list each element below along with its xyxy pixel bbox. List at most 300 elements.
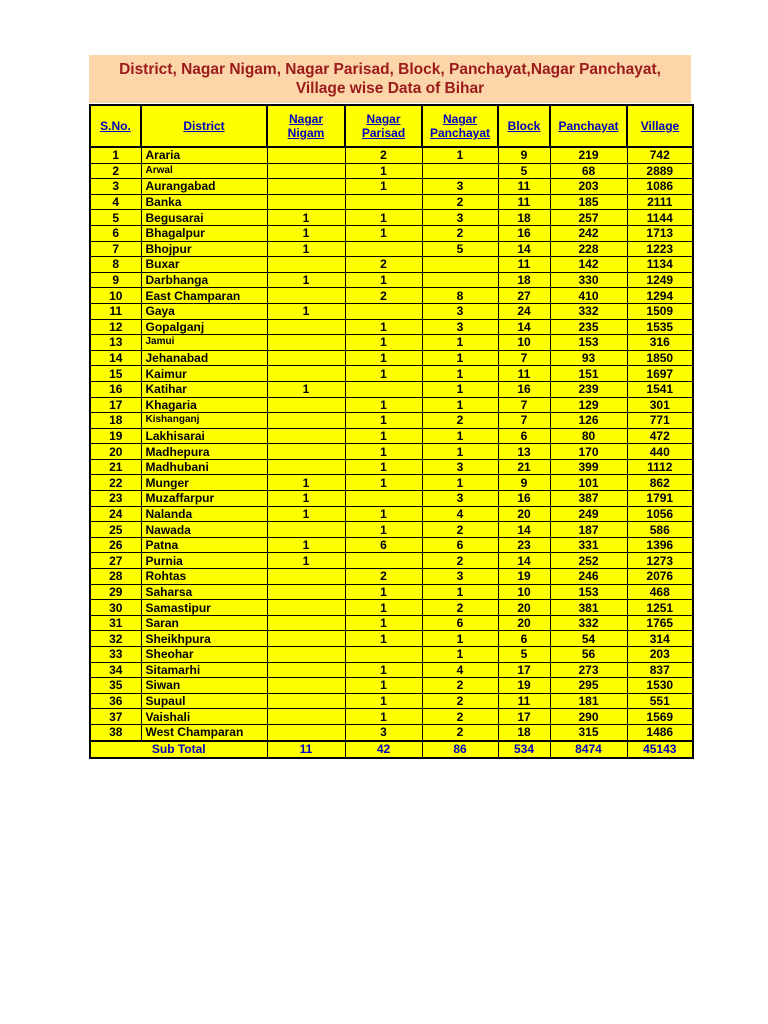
cell-nagar-nigam <box>267 662 345 678</box>
header-nagar-parisad <box>345 105 422 147</box>
cell-nagar-parisad <box>345 194 422 210</box>
cell-district: Saharsa <box>141 584 267 600</box>
cell-sno: 27 <box>90 553 141 569</box>
cell-block: 11 <box>498 194 550 210</box>
cell-nagar-parisad <box>345 553 422 569</box>
table-row <box>90 319 693 335</box>
cell-nagar-panchayat: 2 <box>422 553 498 569</box>
cell-sno: 17 <box>90 397 141 413</box>
cell-block: 7 <box>498 397 550 413</box>
cell-panchayat: 151 <box>550 366 627 382</box>
cell-sno: 34 <box>90 662 141 678</box>
cell-sno: 25 <box>90 522 141 538</box>
cell-nagar-panchayat: 4 <box>422 662 498 678</box>
cell-panchayat: 315 <box>550 724 627 740</box>
cell-block: 11 <box>498 257 550 273</box>
cell-block: 16 <box>498 491 550 507</box>
cell-panchayat: 295 <box>550 678 627 694</box>
table-row <box>90 647 693 663</box>
cell-nagar-panchayat: 3 <box>422 210 498 226</box>
cell-panchayat: 93 <box>550 350 627 366</box>
cell-sno: 14 <box>90 350 141 366</box>
cell-sno: 38 <box>90 724 141 740</box>
table-row <box>90 366 693 382</box>
table-row <box>90 537 693 553</box>
cell-panchayat: 54 <box>550 631 627 647</box>
cell-sno: 18 <box>90 413 141 429</box>
cell-block: 17 <box>498 662 550 678</box>
cell-panchayat: 153 <box>550 584 627 600</box>
cell-panchayat: 235 <box>550 319 627 335</box>
cell-block: 18 <box>498 724 550 740</box>
cell-block: 21 <box>498 459 550 475</box>
table-row <box>90 381 693 397</box>
cell-panchayat: 187 <box>550 522 627 538</box>
cell-block: 19 <box>498 569 550 585</box>
cell-village: 1765 <box>627 615 693 631</box>
cell-sno: 1 <box>90 147 141 163</box>
subtotal-label: Sub Total <box>90 741 267 758</box>
cell-block: 19 <box>498 678 550 694</box>
table-row <box>90 303 693 319</box>
table-row <box>90 179 693 195</box>
cell-nagar-parisad: 1 <box>345 709 422 725</box>
cell-panchayat: 181 <box>550 693 627 709</box>
cell-panchayat: 228 <box>550 241 627 257</box>
table-row <box>90 194 693 210</box>
cell-nagar-panchayat: 2 <box>422 724 498 740</box>
cell-nagar-parisad: 1 <box>345 522 422 538</box>
cell-block: 23 <box>498 537 550 553</box>
cell-sno: 8 <box>90 257 141 273</box>
cell-nagar-parisad: 1 <box>345 413 422 429</box>
cell-nagar-parisad: 1 <box>345 584 422 600</box>
table-row <box>90 693 693 709</box>
cell-sno: 19 <box>90 428 141 444</box>
cell-panchayat: 126 <box>550 413 627 429</box>
table-row <box>90 335 693 351</box>
cell-district: Buxar <box>141 257 267 273</box>
cell-panchayat: 129 <box>550 397 627 413</box>
cell-sno: 7 <box>90 241 141 257</box>
header-nagar-panchayat-line1: Nagar <box>442 112 477 126</box>
cell-village: 468 <box>627 584 693 600</box>
cell-nagar-panchayat <box>422 272 498 288</box>
table-row <box>90 428 693 444</box>
cell-block: 7 <box>498 413 550 429</box>
cell-village: 2076 <box>627 569 693 585</box>
cell-nagar-nigam <box>267 350 345 366</box>
table-row <box>90 631 693 647</box>
cell-panchayat: 242 <box>550 225 627 241</box>
cell-village: 1134 <box>627 257 693 273</box>
subtotal-nagar-parisad: 42 <box>345 741 422 758</box>
table-row <box>90 491 693 507</box>
cell-nagar-parisad: 1 <box>345 506 422 522</box>
cell-nagar-panchayat: 1 <box>422 366 498 382</box>
cell-village: 837 <box>627 662 693 678</box>
cell-panchayat: 387 <box>550 491 627 507</box>
cell-village: 1223 <box>627 241 693 257</box>
header-nagar-panchayat-line2: Panchayat <box>429 126 491 140</box>
cell-district: Aurangabad <box>141 179 267 195</box>
cell-nagar-panchayat: 1 <box>422 444 498 460</box>
cell-sno: 31 <box>90 615 141 631</box>
cell-nagar-parisad: 1 <box>345 319 422 335</box>
table-row <box>90 553 693 569</box>
cell-village: 1486 <box>627 724 693 740</box>
cell-nagar-panchayat <box>422 163 498 179</box>
cell-block: 10 <box>498 584 550 600</box>
cell-block: 27 <box>498 288 550 304</box>
cell-district: Jehanabad <box>141 350 267 366</box>
cell-district: Madhepura <box>141 444 267 460</box>
cell-district: Araria <box>141 147 267 163</box>
cell-nagar-panchayat: 1 <box>422 428 498 444</box>
cell-village: 1273 <box>627 553 693 569</box>
cell-block: 11 <box>498 179 550 195</box>
header-district: District <box>141 105 267 147</box>
cell-village: 742 <box>627 147 693 163</box>
header-nagar-parisad-line1: Nagar <box>366 112 401 126</box>
cell-sno: 13 <box>90 335 141 351</box>
cell-block: 11 <box>498 693 550 709</box>
cell-district: Kaimur <box>141 366 267 382</box>
cell-panchayat: 239 <box>550 381 627 397</box>
cell-district: Munger <box>141 475 267 491</box>
cell-nagar-nigam: 1 <box>267 475 345 491</box>
cell-nagar-nigam <box>267 194 345 210</box>
cell-nagar-parisad: 1 <box>345 444 422 460</box>
cell-nagar-parisad: 2 <box>345 288 422 304</box>
cell-sno: 29 <box>90 584 141 600</box>
cell-panchayat: 142 <box>550 257 627 273</box>
cell-nagar-parisad: 2 <box>345 569 422 585</box>
cell-sno: 30 <box>90 600 141 616</box>
cell-panchayat: 170 <box>550 444 627 460</box>
cell-district: Siwan <box>141 678 267 694</box>
cell-sno: 4 <box>90 194 141 210</box>
cell-village: 2111 <box>627 194 693 210</box>
cell-panchayat: 331 <box>550 537 627 553</box>
cell-sno: 24 <box>90 506 141 522</box>
cell-village: 1713 <box>627 225 693 241</box>
title-line-2: Village wise Data of Bihar <box>295 80 485 97</box>
cell-block: 13 <box>498 444 550 460</box>
table-row <box>90 241 693 257</box>
cell-panchayat: 332 <box>550 303 627 319</box>
cell-nagar-panchayat: 2 <box>422 194 498 210</box>
cell-nagar-parisad: 1 <box>345 475 422 491</box>
header-block: Block <box>498 105 550 147</box>
cell-block: 14 <box>498 319 550 335</box>
cell-district: Sheohar <box>141 647 267 663</box>
cell-panchayat: 257 <box>550 210 627 226</box>
cell-nagar-parisad <box>345 241 422 257</box>
title-line-1: District, Nagar Nigam, Nagar Parisad, Block, Panchayat,Nagar Panchayat, <box>119 61 661 78</box>
cell-district: Samastipur <box>141 600 267 616</box>
cell-sno: 10 <box>90 288 141 304</box>
cell-nagar-parisad: 2 <box>345 257 422 273</box>
cell-nagar-panchayat: 1 <box>422 381 498 397</box>
cell-block: 14 <box>498 553 550 569</box>
cell-nagar-nigam <box>267 693 345 709</box>
cell-village: 551 <box>627 693 693 709</box>
cell-nagar-nigam <box>267 584 345 600</box>
cell-block: 7 <box>498 350 550 366</box>
cell-panchayat: 56 <box>550 647 627 663</box>
cell-district: Kishanganj <box>141 413 267 429</box>
cell-district: Patna <box>141 537 267 553</box>
table-row <box>90 569 693 585</box>
cell-panchayat: 101 <box>550 475 627 491</box>
table-row <box>90 506 693 522</box>
cell-nagar-parisad: 1 <box>345 350 422 366</box>
cell-nagar-parisad: 3 <box>345 724 422 740</box>
cell-village: 771 <box>627 413 693 429</box>
cell-panchayat: 273 <box>550 662 627 678</box>
cell-nagar-parisad: 1 <box>345 225 422 241</box>
table-row <box>90 724 693 740</box>
cell-nagar-nigam: 1 <box>267 553 345 569</box>
cell-panchayat: 399 <box>550 459 627 475</box>
table-row <box>90 288 693 304</box>
cell-district: Sheikhpura <box>141 631 267 647</box>
cell-block: 16 <box>498 381 550 397</box>
cell-district: Purnia <box>141 553 267 569</box>
table-row <box>90 350 693 366</box>
cell-nagar-parisad: 1 <box>345 163 422 179</box>
cell-sno: 2 <box>90 163 141 179</box>
title-banner <box>89 55 691 103</box>
cell-district: Bhojpur <box>141 241 267 257</box>
cell-nagar-nigam <box>267 428 345 444</box>
table-row <box>90 210 693 226</box>
cell-sno: 35 <box>90 678 141 694</box>
cell-village: 203 <box>627 647 693 663</box>
cell-nagar-nigam: 1 <box>267 537 345 553</box>
table-row <box>90 397 693 413</box>
cell-nagar-panchayat: 2 <box>422 522 498 538</box>
cell-nagar-nigam <box>267 631 345 647</box>
cell-block: 17 <box>498 709 550 725</box>
cell-nagar-parisad: 1 <box>345 693 422 709</box>
cell-village: 301 <box>627 397 693 413</box>
cell-nagar-panchayat: 1 <box>422 647 498 663</box>
cell-district: Saran <box>141 615 267 631</box>
cell-nagar-parisad <box>345 381 422 397</box>
header-panchayat: Panchayat <box>550 105 627 147</box>
cell-panchayat: 68 <box>550 163 627 179</box>
cell-district: Rohtas <box>141 569 267 585</box>
table-body <box>90 147 693 758</box>
cell-district: Katihar <box>141 381 267 397</box>
table-row <box>90 272 693 288</box>
cell-village: 1569 <box>627 709 693 725</box>
cell-village: 1144 <box>627 210 693 226</box>
table-row <box>90 584 693 600</box>
cell-nagar-nigam <box>267 319 345 335</box>
cell-village: 1697 <box>627 366 693 382</box>
cell-nagar-panchayat: 1 <box>422 631 498 647</box>
cell-nagar-nigam: 1 <box>267 225 345 241</box>
cell-nagar-panchayat: 2 <box>422 225 498 241</box>
table-row <box>90 522 693 538</box>
cell-panchayat: 410 <box>550 288 627 304</box>
cell-nagar-nigam <box>267 335 345 351</box>
cell-district: Begusarai <box>141 210 267 226</box>
cell-nagar-panchayat: 1 <box>422 350 498 366</box>
cell-nagar-panchayat: 2 <box>422 600 498 616</box>
cell-village: 1086 <box>627 179 693 195</box>
cell-sno: 12 <box>90 319 141 335</box>
cell-block: 20 <box>498 506 550 522</box>
cell-block: 24 <box>498 303 550 319</box>
header-nagar-nigam-line1: Nagar <box>288 112 323 126</box>
cell-block: 6 <box>498 631 550 647</box>
cell-village: 1056 <box>627 506 693 522</box>
table-row <box>90 678 693 694</box>
cell-village: 862 <box>627 475 693 491</box>
header-nagar-nigam <box>267 105 345 147</box>
cell-nagar-panchayat: 3 <box>422 491 498 507</box>
cell-nagar-parisad: 1 <box>345 335 422 351</box>
cell-nagar-panchayat: 4 <box>422 506 498 522</box>
cell-district: West Champaran <box>141 724 267 740</box>
header-nagar-parisad-line2: Parisad <box>361 126 406 140</box>
table-row <box>90 444 693 460</box>
table-row <box>90 163 693 179</box>
cell-village: 316 <box>627 335 693 351</box>
cell-block: 16 <box>498 225 550 241</box>
cell-sno: 3 <box>90 179 141 195</box>
cell-village: 314 <box>627 631 693 647</box>
cell-sno: 9 <box>90 272 141 288</box>
cell-village: 2889 <box>627 163 693 179</box>
subtotal-panchayat: 8474 <box>550 741 627 758</box>
cell-district: Muzaffarpur <box>141 491 267 507</box>
cell-nagar-nigam <box>267 397 345 413</box>
cell-nagar-nigam <box>267 724 345 740</box>
cell-panchayat: 252 <box>550 553 627 569</box>
header-row <box>90 105 693 147</box>
cell-panchayat: 153 <box>550 335 627 351</box>
table-row <box>90 600 693 616</box>
cell-nagar-parisad: 1 <box>345 662 422 678</box>
table-row <box>90 413 693 429</box>
cell-nagar-parisad: 1 <box>345 631 422 647</box>
cell-sno: 23 <box>90 491 141 507</box>
cell-nagar-parisad: 1 <box>345 428 422 444</box>
cell-sno: 32 <box>90 631 141 647</box>
cell-panchayat: 249 <box>550 506 627 522</box>
cell-district: East Champaran <box>141 288 267 304</box>
cell-nagar-panchayat: 1 <box>422 475 498 491</box>
cell-nagar-panchayat: 5 <box>422 241 498 257</box>
cell-panchayat: 246 <box>550 569 627 585</box>
table-row <box>90 257 693 273</box>
cell-block: 20 <box>498 600 550 616</box>
cell-panchayat: 332 <box>550 615 627 631</box>
cell-nagar-nigam: 1 <box>267 241 345 257</box>
cell-nagar-parisad: 1 <box>345 397 422 413</box>
cell-district: Gopalganj <box>141 319 267 335</box>
cell-nagar-nigam <box>267 163 345 179</box>
cell-block: 9 <box>498 147 550 163</box>
cell-nagar-panchayat: 1 <box>422 147 498 163</box>
cell-village: 1509 <box>627 303 693 319</box>
cell-sno: 15 <box>90 366 141 382</box>
cell-village: 1791 <box>627 491 693 507</box>
cell-village: 472 <box>627 428 693 444</box>
cell-district: Bhagalpur <box>141 225 267 241</box>
cell-sno: 33 <box>90 647 141 663</box>
subtotal-nagar-nigam: 11 <box>267 741 345 758</box>
cell-block: 14 <box>498 241 550 257</box>
cell-nagar-panchayat: 6 <box>422 615 498 631</box>
cell-nagar-panchayat: 2 <box>422 709 498 725</box>
header-nagar-panchayat <box>422 105 498 147</box>
cell-nagar-nigam <box>267 444 345 460</box>
header-nagar-nigam-line2: Nigam <box>287 126 325 140</box>
cell-nagar-parisad: 1 <box>345 459 422 475</box>
cell-nagar-nigam <box>267 288 345 304</box>
cell-nagar-nigam <box>267 678 345 694</box>
cell-nagar-nigam <box>267 179 345 195</box>
cell-nagar-nigam <box>267 600 345 616</box>
cell-nagar-nigam <box>267 647 345 663</box>
cell-district: Supaul <box>141 693 267 709</box>
cell-block: 20 <box>498 615 550 631</box>
cell-sno: 37 <box>90 709 141 725</box>
cell-village: 1112 <box>627 459 693 475</box>
cell-block: 18 <box>498 272 550 288</box>
cell-nagar-parisad: 1 <box>345 366 422 382</box>
cell-nagar-parisad: 6 <box>345 537 422 553</box>
cell-nagar-nigam <box>267 257 345 273</box>
cell-sno: 5 <box>90 210 141 226</box>
cell-sno: 26 <box>90 537 141 553</box>
cell-nagar-panchayat: 2 <box>422 678 498 694</box>
cell-block: 18 <box>498 210 550 226</box>
cell-nagar-nigam <box>267 522 345 538</box>
table-row <box>90 225 693 241</box>
cell-village: 440 <box>627 444 693 460</box>
cell-district: Darbhanga <box>141 272 267 288</box>
cell-nagar-panchayat: 2 <box>422 693 498 709</box>
cell-block: 5 <box>498 647 550 663</box>
cell-district: Madhubani <box>141 459 267 475</box>
header-village: Village <box>627 105 693 147</box>
table-row <box>90 459 693 475</box>
header-sno: S.No. <box>90 105 141 147</box>
cell-nagar-nigam <box>267 569 345 585</box>
cell-nagar-parisad: 1 <box>345 179 422 195</box>
cell-district: Nalanda <box>141 506 267 522</box>
cell-district: Banka <box>141 194 267 210</box>
cell-nagar-panchayat: 3 <box>422 303 498 319</box>
cell-district: Khagaria <box>141 397 267 413</box>
cell-sno: 6 <box>90 225 141 241</box>
cell-nagar-parisad: 1 <box>345 615 422 631</box>
cell-nagar-nigam: 1 <box>267 491 345 507</box>
cell-sno: 16 <box>90 381 141 397</box>
cell-sno: 36 <box>90 693 141 709</box>
cell-block: 11 <box>498 366 550 382</box>
cell-district: Jamui <box>141 335 267 351</box>
cell-block: 10 <box>498 335 550 351</box>
cell-panchayat: 330 <box>550 272 627 288</box>
